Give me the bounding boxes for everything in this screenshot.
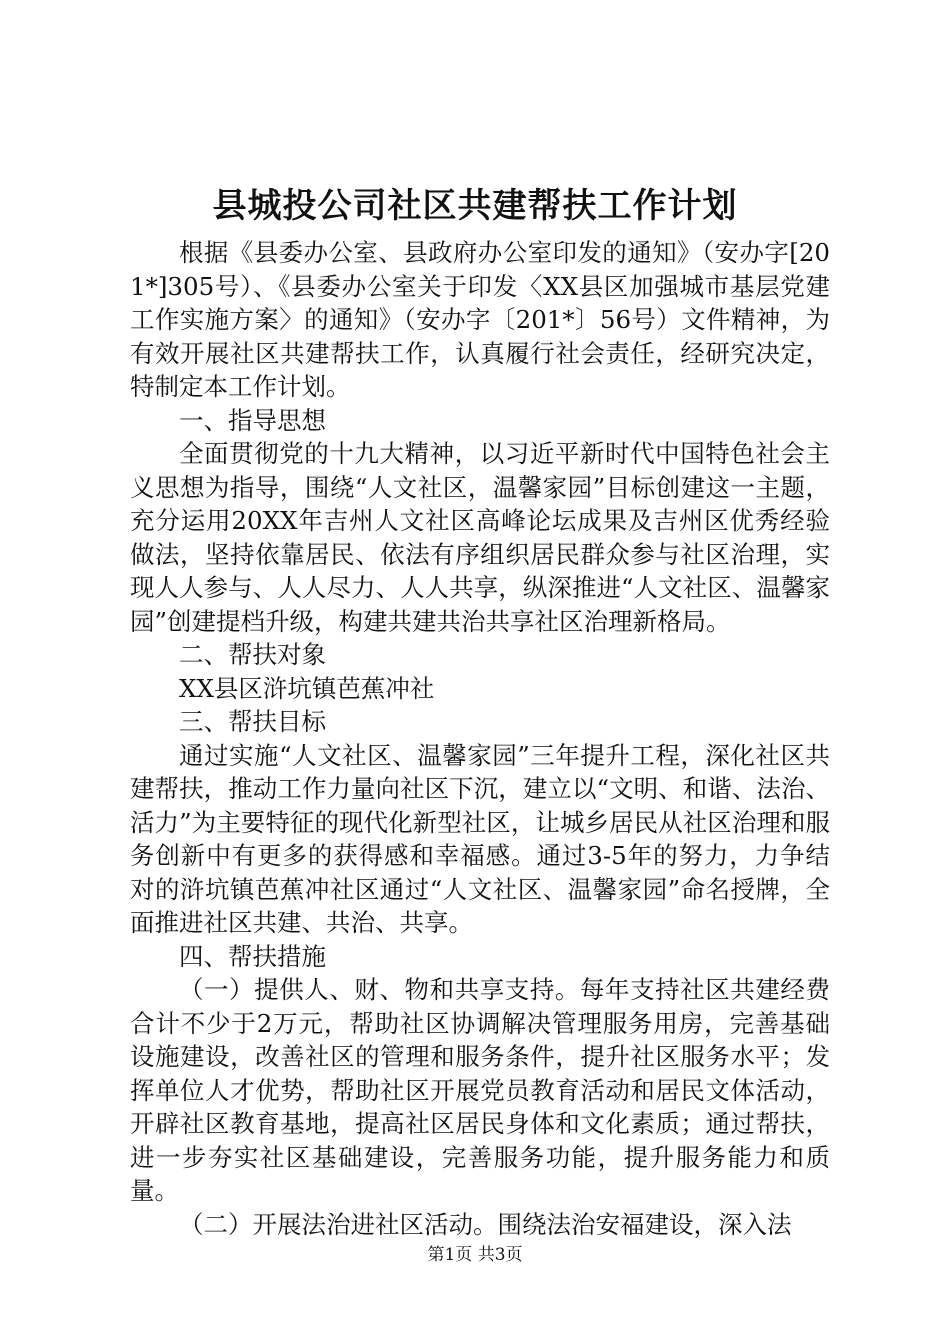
paragraph-guiding-thought: 全面贯彻党的十九大精神，以习近平新时代中国特色社会主义思想为指导，围绕“人文社区，温馨家园”目标创建这一主题，充分运用20XX年吉州人文社区高峰论坛成果及吉州区优秀经验做法，坚持依靠居民、依法有序组织居民群众参与社区治理，实现人人参与、人人尽力、人人共享，纵深推进“人文社区、温馨家园”创建提档升级，构建共建共治共享社区治理新格局。 [130, 439, 830, 636]
section-heading-goals: 三、帮扶目标 [179, 707, 326, 736]
page-footer: 第1页 共3页 [427, 1245, 523, 1265]
section-heading-target: 二、帮扶对象 [179, 640, 326, 669]
paragraph-measure-2: （二）开展法治进社区活动。围绕法治安福建设，深入法 [179, 1209, 792, 1239]
paragraph-intro: 根据《县委办公室、县政府办公室印发的通知》（安办字[201*]305号）、《县委办公室关于印发〈XX县区加强城市基层党建工作实施方案〉的通知》（安办字〔201*〕56号）文件精神，为有效开展社区共建帮扶工作，认真履行社会责任，经研究决定，特制定本工作计划。 [130, 238, 830, 401]
section-heading-guiding-thought: 一、指导思想 [179, 405, 326, 435]
paragraph-measure-1: （一）提供人、财、物和共享支持。每年支持社区共建经费合计不少于2万元，帮助社区协调解决管理服务用房，完善基础设施建设，改善社区的管理和服务条件，提升社区服务水平；发挥单位人才优势，帮助社区开展党员教育活动和居民文体活动，开辟社区教育基地，提高社区居民身体和文化素质；通过帮扶，进一步夯实社区基础建设，完善服务功能，提升服务能力和质量。 [130, 975, 830, 1205]
section-heading-measures: 四、帮扶措施 [179, 941, 326, 971]
page-title: 县城投公司社区共建帮扶工作计划 [212, 186, 738, 226]
document-body [130, 236, 830, 1241]
paragraph-goals: 通过实施“人文社区、温馨家园”三年提升工程，深化社区共建帮扶，推动工作力量向社区下沉，建立以“文明、和谐、法治、活力”为主要特征的现代化新型社区，让城乡居民从社区治理和服务创新中有更多的获得感和幸福感。通过3-5年的努力，力争结对的浒坑镇芭蕉冲社区通过“人文社区、温馨家园”命名授牌，全面推进社区共建、共治、共享。 [130, 740, 830, 937]
paragraph-target: XX县区浒坑镇芭蕉冲社 [179, 673, 435, 703]
